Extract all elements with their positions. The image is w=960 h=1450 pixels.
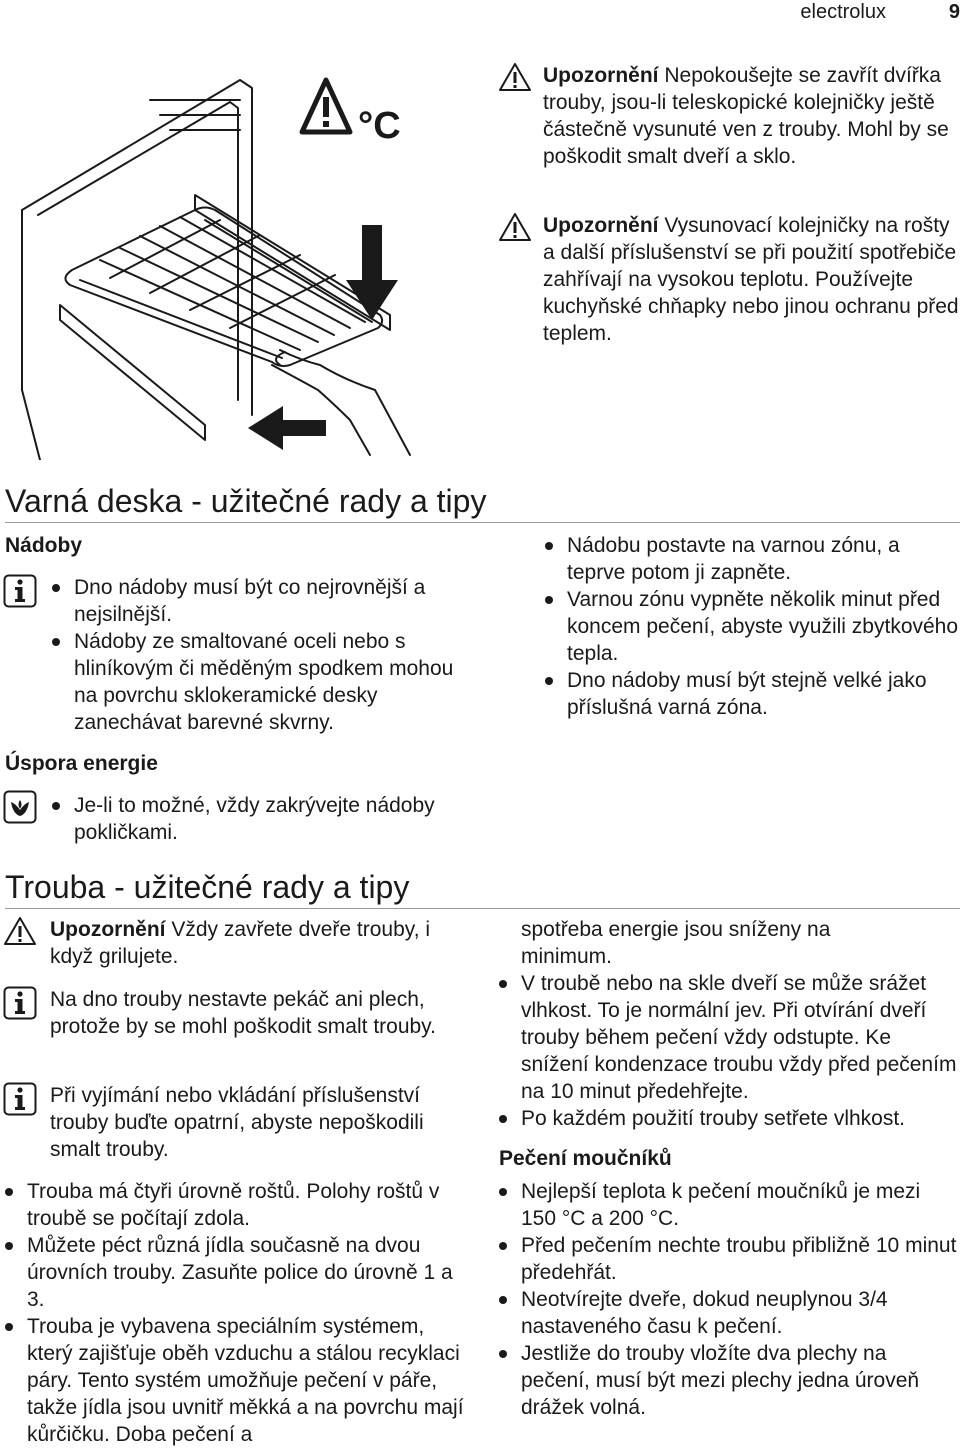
section-divider (5, 522, 960, 523)
energy-heading: Úspora energie (5, 752, 158, 775)
info-icon (3, 986, 37, 1025)
info-icon (3, 574, 37, 613)
list-item: Jestliže do trouby vložíte dva plechy na pečení, musí být mezi plechy jedna úroveň drážek volná. (499, 1340, 960, 1421)
brand-name: electrolux (800, 1, 886, 23)
oven-section-title: Trouba - užitečné rady a tipy (5, 869, 410, 905)
pastry-heading: Pečení moučníků (499, 1147, 672, 1170)
list-item: V troubě nebo na skle dveří se může srážet vlhkost. To je normální jev. Při otvírání dveří trouby během pečení vždy odstupte. Ke snížení kondenzace troubu vždy před pečením na 10 minut předehřejte. (499, 970, 960, 1105)
list-item: Nádobu postavte na varnou zónu, a teprve potom ji zapněte. (545, 532, 960, 586)
oven-warning-note (50, 916, 470, 970)
warning-icon (498, 62, 532, 97)
list-item: Před pečením nechte troubu přibližně 10 minut předehřát. (499, 1232, 960, 1286)
section-divider (5, 908, 960, 909)
warning-label: Upozornění (543, 214, 659, 237)
warning-icon (498, 212, 532, 247)
energy-list (52, 792, 462, 846)
list-item: Trouba má čtyři úrovně roštů. Polohy roštů v troubě se počítají zdola. (5, 1178, 473, 1232)
oven-rack-drawing (0, 60, 420, 460)
leaf-icon (3, 790, 37, 829)
list-item: Je-li to možné, vždy zakrývejte nádoby pokličkami. (52, 792, 462, 846)
list-item: Můžete péct různá jídla současně na dvou úrovních trouby. Zasuňte police do úrovně 1 a 3. (5, 1232, 473, 1313)
list-item: Nádoby ze smaltované oceli nebo s hliníkovým či měděným spodkem mohou na povrchu sklokeramické desky zanechávat barevné skvrny. (52, 628, 472, 736)
hob-right-list (545, 532, 960, 721)
oven-rack-illustration (0, 60, 420, 460)
page-number: 9 (948, 1, 960, 23)
continued-text: spotřeba energie jsou sníženy na minimum. (521, 918, 831, 968)
pots-list (52, 574, 472, 736)
info-note-2: Při vyjímání nebo vkládání příslušenství trouby buďte opatrní, abyste nepoškodili smalt trouby. (50, 1084, 424, 1161)
pastry-list (499, 1178, 960, 1421)
list-item: Varnou zónu vypněte několik minut před koncem pečení, abyste využili zbytkového tepla. (545, 586, 960, 667)
list-item: Trouba je vybavena speciálním systémem, který zajišťuje oběh vzduchu a stálou recyklaci páry. Tento systém umožňuje pečení v páře, takže jídla jsou uvnitř měkká a na povrchu mají kůrčičku. Doba pečení a (5, 1313, 473, 1448)
warning-note-1 (543, 62, 960, 170)
list-item: Dno nádoby musí být co nejrovnější a nejsilnější. (52, 574, 472, 628)
warning-text: Vždy zavřete dveře trouby, i když grilujete. (50, 918, 431, 968)
warning-text: Nepokoušejte se zavřít dvířka trouby, jsou-li teleskopické kolejničky ještě částečně vysunuté ven z trouby. Mohl by se poškodit smalt dveří a sklo. (543, 64, 949, 168)
info-note-1: Na dno trouby nestavte pekáč ani plech, protože by se mohl poškodit smalt trouby. (50, 988, 436, 1038)
warning-icon (3, 916, 37, 951)
hob-section-title: Varná deska - užitečné rady a tipy (5, 483, 487, 519)
warning-text: Vysunovací kolejničky na rošty a další příslušenství se při použití spotřebiče zahřívají na vysokou teplotu. Používejte kuchyňské chňapky nebo jinou ochranu před teplem. (543, 214, 959, 345)
oven-right-list (499, 970, 960, 1132)
list-item: Neotvírejte dveře, dokud neuplynou 3/4 nastaveného času k pečení. (499, 1286, 960, 1340)
temperature-symbol: °C (358, 105, 401, 147)
pots-heading: Nádoby (5, 534, 83, 557)
info-icon (3, 1082, 37, 1121)
list-item: Po každém použití trouby setřete vlhkost. (499, 1105, 960, 1132)
warning-note-2 (543, 212, 960, 347)
oven-left-list (5, 1178, 473, 1448)
list-item: Nejlepší teplota k pečení moučníků je mezi 150 °C a 200 °C. (499, 1178, 960, 1232)
warning-label: Upozornění (543, 64, 659, 87)
warning-label: Upozornění (50, 918, 166, 941)
list-item: Dno nádoby musí být stejně velké jako příslušná varná zóna. (545, 667, 960, 721)
